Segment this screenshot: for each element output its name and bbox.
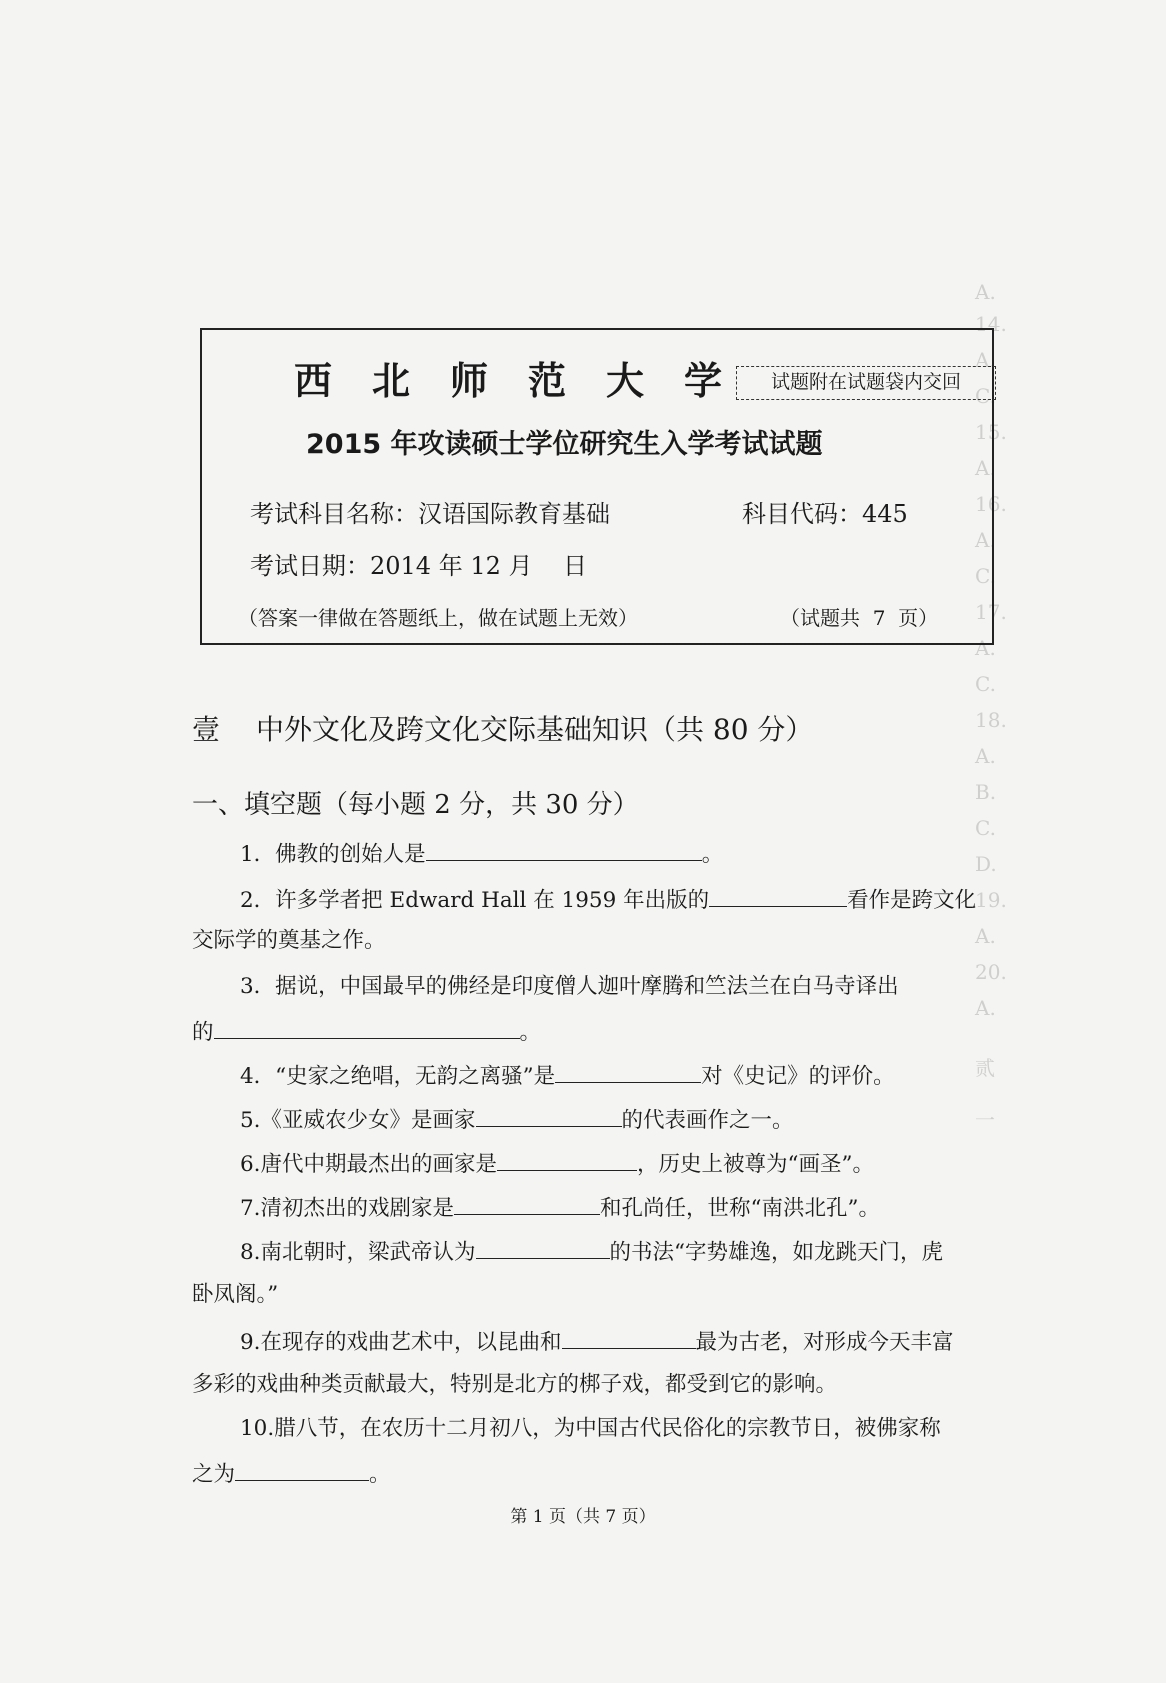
answer-blank — [214, 1016, 520, 1039]
question-10-cont — [192, 1458, 391, 1490]
question-text: ，历史上被尊为“画圣”。 — [637, 1152, 874, 1177]
question-text: 的代表画作之一。 — [621, 1108, 794, 1133]
question-6 — [240, 1148, 874, 1180]
section-number: 壹 — [192, 713, 221, 746]
question-text: 和孔尚任，世称“南洪北孔”。 — [600, 1196, 880, 1221]
question-3: 3．据说，中国最早的佛经是印度僧人迦叶摩腾和竺法兰在白马寺译出 — [240, 974, 899, 999]
subject-code-row — [742, 494, 908, 529]
subject-code: 445 — [862, 500, 908, 528]
section-heading: 中外文化及跨文化交际基础知识（共 80 分） — [256, 713, 814, 746]
question-9 — [240, 1326, 954, 1358]
question-text: 看作是跨文化 — [847, 888, 977, 913]
answer-blank — [709, 884, 847, 907]
subject-name: 汉语国际教育基础 — [418, 500, 610, 528]
exam-date: 2014 年 12 月 日 — [370, 552, 588, 580]
subject-name-row — [250, 494, 610, 529]
university-name: 西北师范大学 — [294, 359, 763, 403]
question-8-cont: 卧凤阁。” — [192, 1282, 279, 1307]
question-7 — [240, 1192, 880, 1224]
answer-blank — [426, 838, 702, 861]
question-text: 的书法“字势雄逸，如龙跳天门，虎 — [609, 1240, 944, 1265]
question-5 — [240, 1104, 794, 1136]
page-footer: 第 1 页（共 7 页） — [510, 1507, 656, 1527]
question-text: 。 — [701, 842, 724, 867]
question-text: 对《史记》的评价。 — [701, 1064, 895, 1089]
question-text: 8.南北朝时，梁武帝认为 — [240, 1240, 476, 1265]
question-text: 9.在现存的戏曲艺术中，以昆曲和 — [240, 1330, 562, 1355]
question-2 — [240, 884, 976, 916]
section-title — [192, 708, 813, 748]
subject-code-label: 科目代码： — [742, 500, 862, 528]
answer-note: （答案一律做在答题纸上，做在试题上无效） — [238, 606, 638, 630]
question-4 — [240, 1060, 895, 1092]
page-count-note: （试题共 7 页） — [780, 606, 939, 630]
exam-date-row — [250, 546, 587, 581]
question-text: 5.《亚威农少女》是画家 — [240, 1108, 476, 1133]
question-2-cont: 交际学的奠基之作。 — [192, 928, 386, 953]
question-text: 4．“史家之绝唱，无韵之离骚”是 — [240, 1064, 556, 1089]
question-10: 10.腊八节，在农历十二月初八，为中国古代民俗化的宗教节日，被佛家称 — [240, 1416, 941, 1441]
question-text: 7.清初杰出的戏剧家是 — [240, 1196, 455, 1221]
exam-header-box — [200, 328, 994, 645]
question-9-cont: 多彩的戏曲种类贡献最大，特别是北方的梆子戏，都受到它的影响。 — [192, 1372, 838, 1397]
question-1 — [240, 838, 723, 870]
question-text: 之为 — [192, 1462, 236, 1487]
exam-title: 2015 年攻读硕士学位研究生入学考试试题 — [306, 429, 823, 460]
question-text: 。 — [519, 1020, 542, 1045]
return-notice: 试题附在试题袋内交回 — [736, 366, 996, 400]
answer-blank — [562, 1326, 696, 1349]
answer-blank — [555, 1060, 701, 1083]
question-3-cont — [192, 1016, 541, 1048]
question-text: 2．许多学者把 Edward Hall 在 1959 年出版的 — [240, 888, 710, 913]
answer-blank — [235, 1458, 369, 1481]
question-text: 。 — [369, 1462, 391, 1487]
subsection-title: 一、填空题（每小题 2 分，共 30 分） — [192, 790, 639, 820]
question-text: 的 — [192, 1020, 214, 1045]
subject-name-label: 考试科目名称： — [250, 500, 418, 528]
answer-blank — [497, 1148, 637, 1171]
question-text: 最为古老，对形成今天丰富 — [695, 1330, 954, 1355]
question-text: 6.唐代中期最杰出的画家是 — [240, 1152, 498, 1177]
question-8 — [240, 1236, 943, 1268]
answer-blank — [476, 1104, 622, 1127]
exam-date-label: 考试日期： — [250, 552, 370, 580]
answer-blank — [476, 1236, 610, 1259]
answer-blank — [454, 1192, 600, 1215]
question-text: 1．佛教的创始人是 — [240, 842, 426, 867]
